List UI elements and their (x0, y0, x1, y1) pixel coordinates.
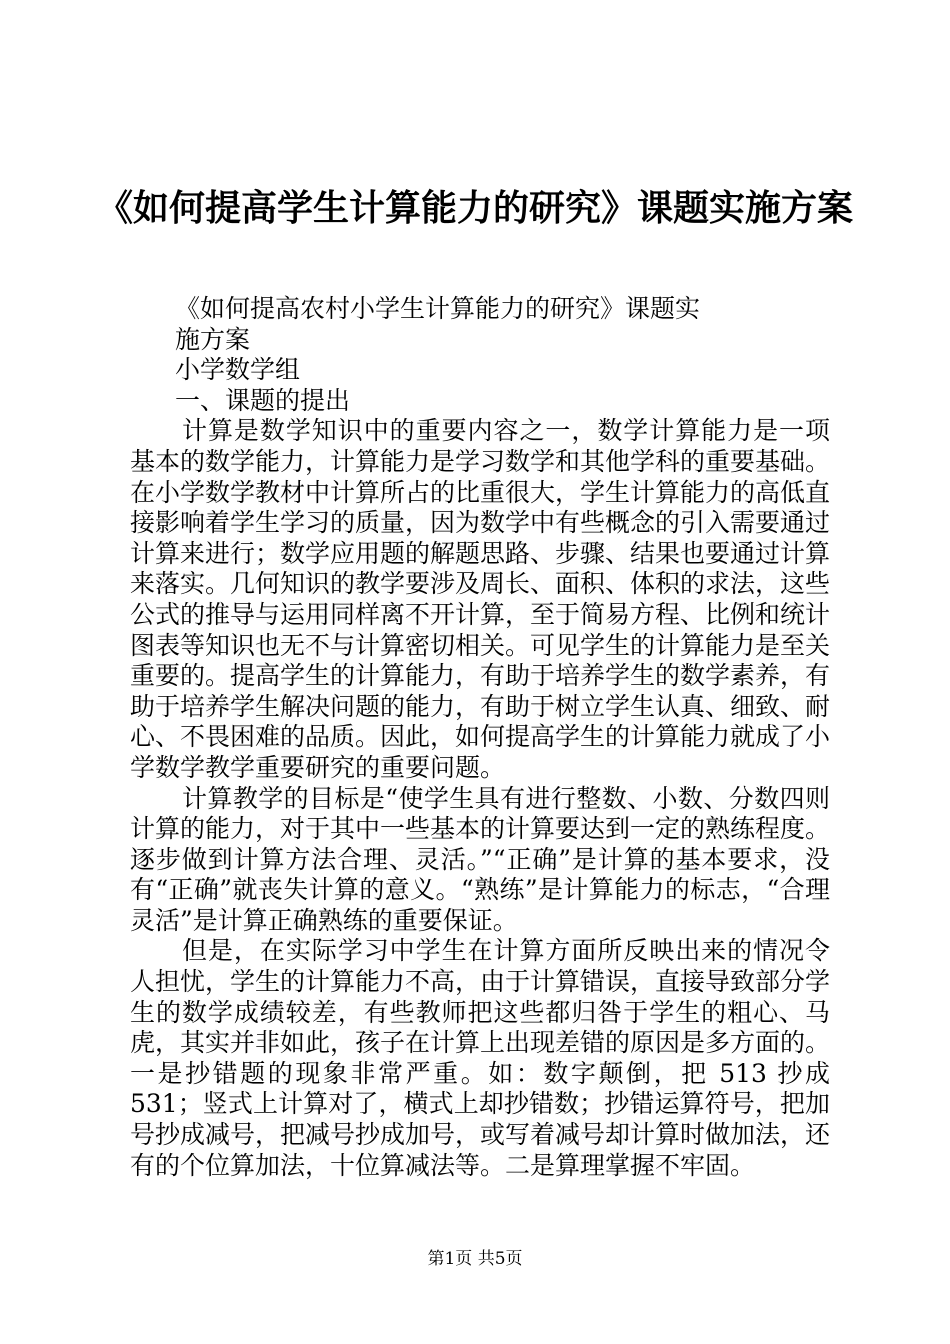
subtitle-line-2: 施方案 (175, 324, 251, 354)
document-body (130, 294, 830, 1181)
subtitle-line-1: 《如何提高农村小学生计算能力的研究》课题实 (175, 294, 701, 323)
paragraph: 但是，在实际学习中学生在计算方面所反映出来的情况令人担忧，学生的计算能力不高，由于计算错误，直接导致部分学生的数学成绩较差，有些教师把这些都归咎于学生的粗心、马虎，其实并非如此，孩子在计算上出现差错的原因是多方面的。一是抄错题的现象非常严重。如：数字颠倒，把 513 抄成 531；竖式上计算对了，横式上却抄错数；抄错运算符号，把加号抄成减号，把减号抄成加号，或写着减号却计算时做加法，还有的个位算加法，十位算减法等。二是算理掌握不牢固。 (130, 936, 831, 1180)
document-title: 《如何提高学生计算能力的研究》课题实施方案 (96, 187, 853, 229)
paragraph: 计算是数学知识中的重要内容之一，数学计算能力是一项基本的数学能力，计算能力是学习数学和其他学科的重要基础。在小学数学教材中计算所占的比重很大，学生计算能力的高低直接影响着学生学习的质量，因为数学中有些概念的引入需要通过计算来进行；数学应用题的解题思路、步骤、结果也要通过计算来落实。几何知识的教学要涉及周长、面积、体积的求法，这些公式的推导与运用同样离不开计算，至于简易方程、比例和统计图表等知识也无不与计算密切相关。可见学生的计算能力是至关重要的。提高学生的计算能力，有助于培养学生的数学素养，有助于培养学生解决问题的能力，有助于树立学生认真、细致、耐心、不畏困难的品质。因此，如何提高学生的计算能力就成了小学数学教学重要研究的重要问题。 (130, 416, 831, 782)
section-heading: 一、课题的提出 (175, 385, 351, 415)
group-name: 小学数学组 (175, 355, 301, 385)
paragraph: 计算教学的目标是“使学生具有进行整数、小数、分数四则计算的能力，对于其中一些基本的计算要达到一定的熟练程度。逐步做到计算方法合理、灵活。”“正确”是计算的基本要求，没有“正确”就丧失计算的意义。“熟练”是计算能力的标志，“合理灵活”是计算正确熟练的重要保证。 (130, 783, 831, 935)
page-footer: 第1页 共5页 (427, 1249, 523, 1269)
